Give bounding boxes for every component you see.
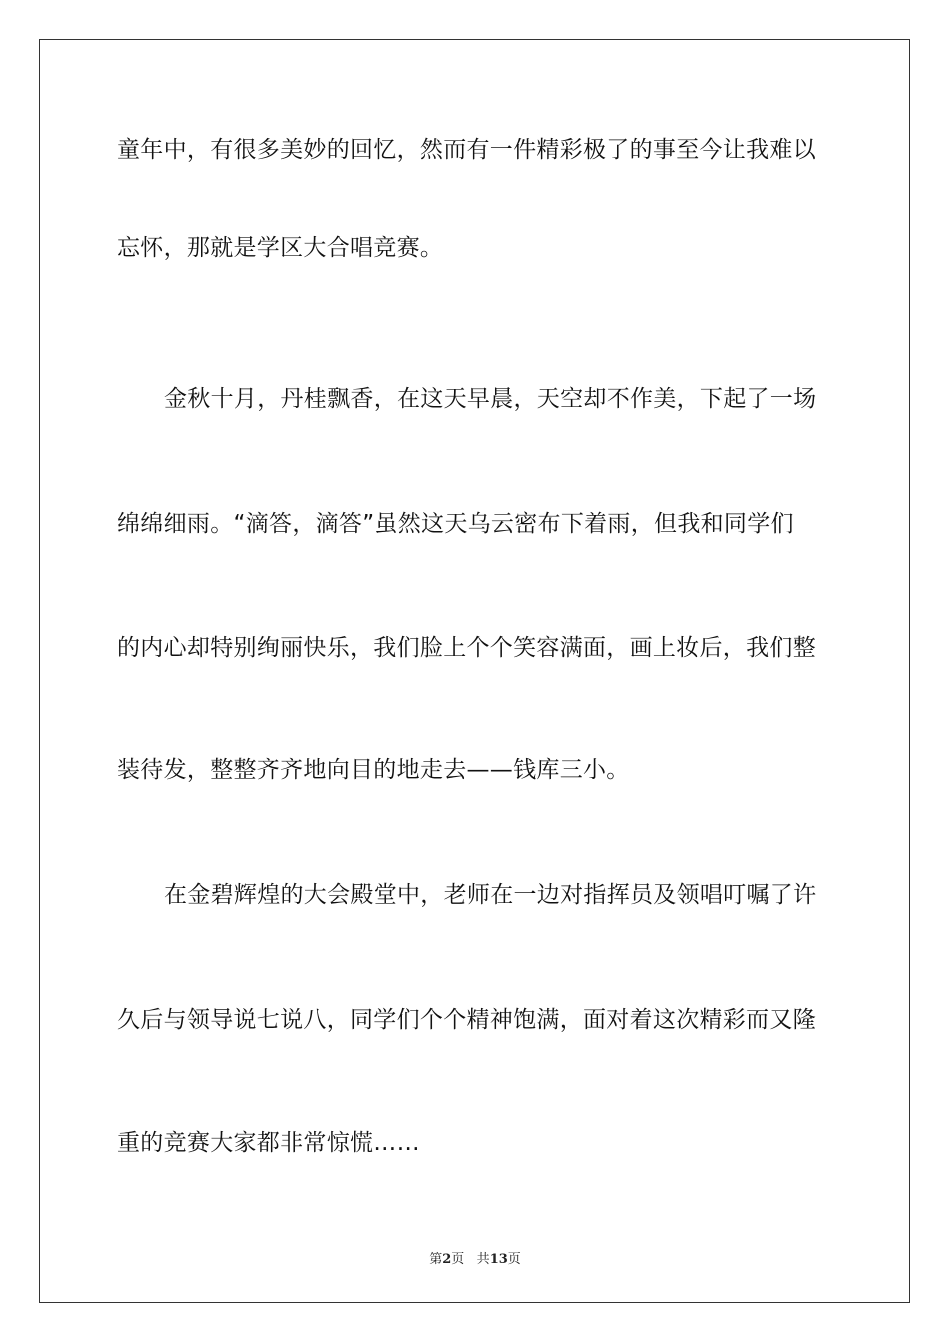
paragraph-line: 金秋十月，丹桂飘香，在这天早晨，天空却不作美，下起了一场 [164,386,817,412]
page-suffix: 页 [451,1252,465,1267]
total-pages: 13 [489,1252,508,1267]
total-prefix: 共 [476,1252,490,1267]
paragraph-line: 忘怀，那就是学区大合唱竞赛。 [117,235,444,261]
paragraph-line: 重的竞赛大家都非常惊慌…… [117,1130,420,1156]
total-suffix: 页 [507,1252,521,1267]
page-footer [0,1248,950,1267]
paragraph-line: 在金碧辉煌的大会殿堂中，老师在一边对指挥员及领唱叮嘱了许 [164,882,817,908]
paragraph-line: 久后与领导说七说八，同学们个个精神饱满，面对着这次精彩而又隆 [117,1007,816,1033]
paragraph-line: 童年中，有很多美妙的回忆，然而有一件精彩极了的事至今让我难以 [117,137,816,163]
paragraph-line: 装待发，整整齐齐地向目的地走去——钱库三小。 [117,757,630,783]
page-border [39,39,910,1303]
paragraph-line: 的内心却特别绚丽快乐，我们脸上个个笑容满面，画上妆后，我们整 [117,635,816,661]
paragraph-line: 绵绵细雨。“滴答，滴答”虽然这天乌云密布下着雨，但我和同学们 [117,511,794,537]
page-number: 2 [442,1252,452,1267]
page-prefix: 第 [429,1252,443,1267]
